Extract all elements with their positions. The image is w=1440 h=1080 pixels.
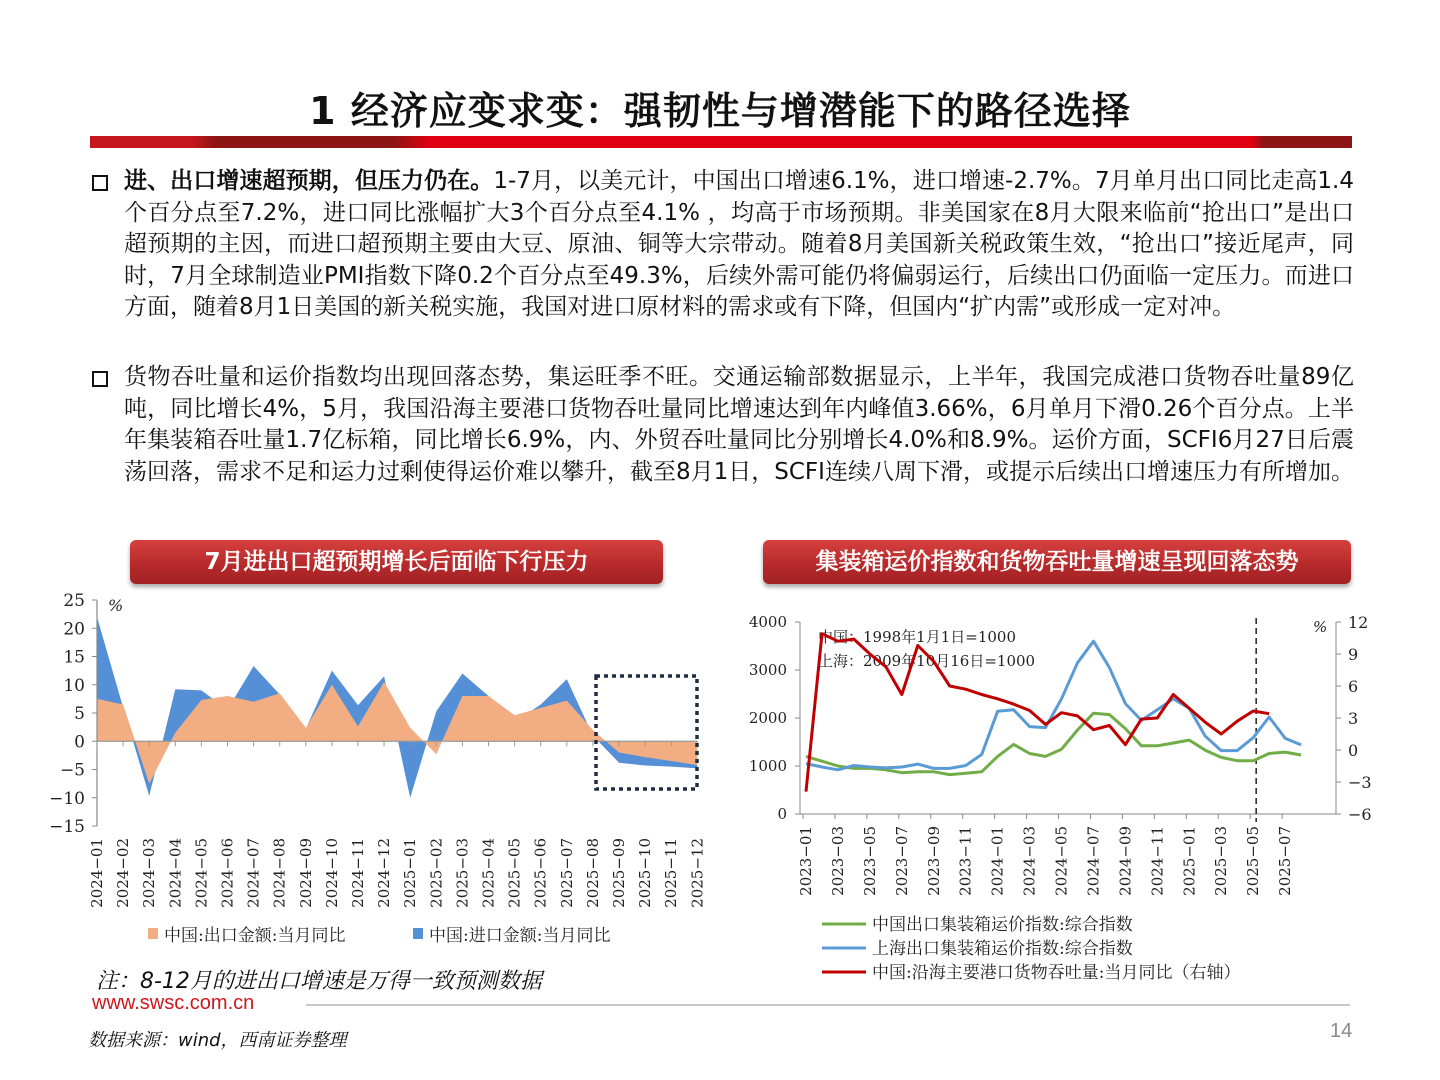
paragraph-shipping xyxy=(92,362,1354,488)
svg-text:0: 0 xyxy=(74,732,85,753)
svg-text:3: 3 xyxy=(1348,709,1359,728)
freight-index-line-chart xyxy=(740,605,1380,990)
svg-text:2024−12: 2024−12 xyxy=(375,838,394,908)
svg-text:0: 0 xyxy=(777,805,787,823)
base-note-shanghai: 上海：2009年10月16日=1000 xyxy=(818,652,1036,670)
svg-text:2025−12: 2025−12 xyxy=(688,838,707,908)
footer-divider xyxy=(306,1004,1350,1006)
svg-text:2023−05: 2023−05 xyxy=(860,826,879,896)
svg-text:6: 6 xyxy=(1348,677,1359,696)
forecast-highlight-box xyxy=(596,676,697,789)
paragraph-trade xyxy=(92,166,1354,324)
svg-text:2023−11: 2023−11 xyxy=(956,826,975,896)
left-chart-banner: 7月进出口超预期增长后面临下行压力 xyxy=(130,540,663,584)
svg-text:2025−09: 2025−09 xyxy=(610,838,628,908)
svg-text:2025−07: 2025−07 xyxy=(557,838,576,908)
svg-text:%: % xyxy=(1313,618,1328,636)
right-chart-banner: 集装箱运价指数和货物吞吐量增速呈现回落态势 xyxy=(763,540,1351,584)
svg-text:2024−04: 2024−04 xyxy=(166,838,185,908)
square-bullet-icon xyxy=(92,371,108,387)
svg-text:25: 25 xyxy=(63,591,85,611)
svg-text:1000: 1000 xyxy=(748,757,787,775)
legend-swatch xyxy=(148,928,158,939)
legend-label: 中国:出口金额:当月同比 xyxy=(164,926,346,946)
svg-text:2024−05: 2024−05 xyxy=(1052,826,1071,896)
svg-text:2024−05: 2024−05 xyxy=(192,838,211,908)
svg-text:2024−09: 2024−09 xyxy=(296,838,315,908)
svg-text:2024−10: 2024−10 xyxy=(322,838,341,908)
title-divider-bar xyxy=(90,136,1352,148)
svg-text:2025−01: 2025−01 xyxy=(1180,826,1199,896)
legend-label: 中国:进口金额:当月同比 xyxy=(429,926,611,946)
svg-text:4000: 4000 xyxy=(748,613,787,631)
svg-text:2000: 2000 xyxy=(748,709,787,727)
website-link[interactable]: www.swsc.com.cn xyxy=(92,992,255,1014)
svg-text:2025−08: 2025−08 xyxy=(583,838,602,908)
paragraph-lead: 进、出口增速超预期，但压力仍在。 xyxy=(124,168,494,194)
base-note-china: 中国：1998年1月1日=1000 xyxy=(818,628,1017,646)
svg-text:2023−07: 2023−07 xyxy=(892,826,911,896)
svg-text:2025−04: 2025−04 xyxy=(479,838,498,908)
svg-text:2024−11: 2024−11 xyxy=(349,838,367,908)
svg-text:2023−01: 2023−01 xyxy=(797,826,815,896)
svg-text:10: 10 xyxy=(63,675,85,696)
svg-text:2024−07: 2024−07 xyxy=(1084,826,1103,896)
svg-text:−10: −10 xyxy=(49,788,85,809)
forecast-note: 注：8-12月的进出口增速是万得一致预测数据 xyxy=(96,969,542,994)
svg-text:2025−05: 2025−05 xyxy=(505,838,524,908)
svg-text:2025−03: 2025−03 xyxy=(453,838,472,908)
svg-text:20: 20 xyxy=(63,619,85,640)
svg-text:2024−11: 2024−11 xyxy=(1148,826,1167,896)
page-title: 1 经济应变求变：强韧性与增潜能下的路径选择 xyxy=(309,89,1131,133)
legend-swatch xyxy=(413,928,423,939)
paragraph-body: 货物吞吐量和运价指数均出现回落态势，集运旺季不旺。交通运输部数据显示，上半年，我国完成港口货物吞吐量89亿吨，同比增长4%，5月，我国沿海主要港口货物吞吐量同比增速达到年内峰值3.66%，6月单月下滑0.26个百分点。上半年集装箱吞吐量1.7亿标箱，同比增长6.9%，内、外贸吞吐量同比分别增长4.0%和8.9%。运价方面，SCFI6月27日后震荡回落，需求不足和运力过剩使得运价难以攀升，截至8月1日，SCFI连续八周下滑，或提示后续出口增速压力有所增加。 xyxy=(124,364,1354,485)
page-number: 14 xyxy=(1330,1020,1353,1042)
svg-text:−6: −6 xyxy=(1348,805,1372,824)
svg-text:2025−02: 2025−02 xyxy=(427,838,446,908)
svg-text:15: 15 xyxy=(63,647,85,668)
square-bullet-icon xyxy=(92,175,108,191)
svg-text:5: 5 xyxy=(74,704,85,724)
svg-text:3000: 3000 xyxy=(748,661,787,679)
svg-text:2024−03: 2024−03 xyxy=(1020,826,1039,896)
svg-text:2025−07: 2025−07 xyxy=(1276,826,1295,896)
svg-text:2024−06: 2024−06 xyxy=(218,838,237,908)
svg-text:2023−03: 2023−03 xyxy=(828,826,847,896)
paragraph-body: 1-7月，以美元计，中国出口增速6.1%，进口增速-2.7%。7月单月出口同比走高1.4个百分点至7.2%，进口同比涨幅扩大3个百分点至4.1% ，均高于市场预期。非美国家在8月大限来临前“抢出口”是出口超预期的主因，而进口超预期主要由大豆、原油、铜等大宗带动。随着8月美国新关税政策生效，“抢出口”接近尾声，同时，7月全球制造业PMI指数下降0.2个百分点至49.3%，后续外需可能仍将偏弱运行，后续出口仍面临一定压力。而进口方面，随着8月1日美国的新关税实施，我国对进口原材料的需求或有下降，但国内“扩内需”或形成一定对冲。 xyxy=(124,168,1354,320)
trade-growth-area-chart xyxy=(40,590,720,960)
svg-text:2025−06: 2025−06 xyxy=(531,838,550,908)
svg-text:2024−01: 2024−01 xyxy=(988,826,1007,896)
svg-text:2025−05: 2025−05 xyxy=(1244,826,1263,896)
svg-text:2025−10: 2025−10 xyxy=(636,838,655,908)
legend-label: 上海出口集装箱运价指数:综合指数 xyxy=(872,939,1133,959)
svg-text:−3: −3 xyxy=(1348,773,1372,792)
svg-text:2024−03: 2024−03 xyxy=(140,838,159,908)
legend-label: 中国出口集装箱运价指数:综合指数 xyxy=(872,915,1133,935)
svg-text:2024−09: 2024−09 xyxy=(1116,826,1135,896)
svg-text:−15: −15 xyxy=(49,817,85,837)
svg-text:9: 9 xyxy=(1348,645,1359,664)
legend-label: 中国:沿海主要港口货物吞吐量:当月同比（右轴） xyxy=(872,963,1241,983)
svg-text:−5: −5 xyxy=(59,760,85,781)
svg-text:2024−08: 2024−08 xyxy=(270,838,289,908)
svg-text:2025−11: 2025−11 xyxy=(662,838,681,908)
svg-text:%: % xyxy=(108,596,124,615)
svg-text:2025−03: 2025−03 xyxy=(1212,826,1231,896)
svg-text:2024−07: 2024−07 xyxy=(244,838,263,908)
svg-text:2024−02: 2024−02 xyxy=(114,838,133,908)
line-series-0 xyxy=(806,713,1301,774)
svg-text:12: 12 xyxy=(1348,613,1369,632)
svg-text:2025−01: 2025−01 xyxy=(401,838,420,908)
svg-text:2024−01: 2024−01 xyxy=(88,838,106,908)
svg-text:0: 0 xyxy=(1348,741,1359,760)
svg-text:2023−09: 2023−09 xyxy=(924,826,943,896)
data-source: 数据来源：wind，西南证券整理 xyxy=(88,1030,347,1051)
